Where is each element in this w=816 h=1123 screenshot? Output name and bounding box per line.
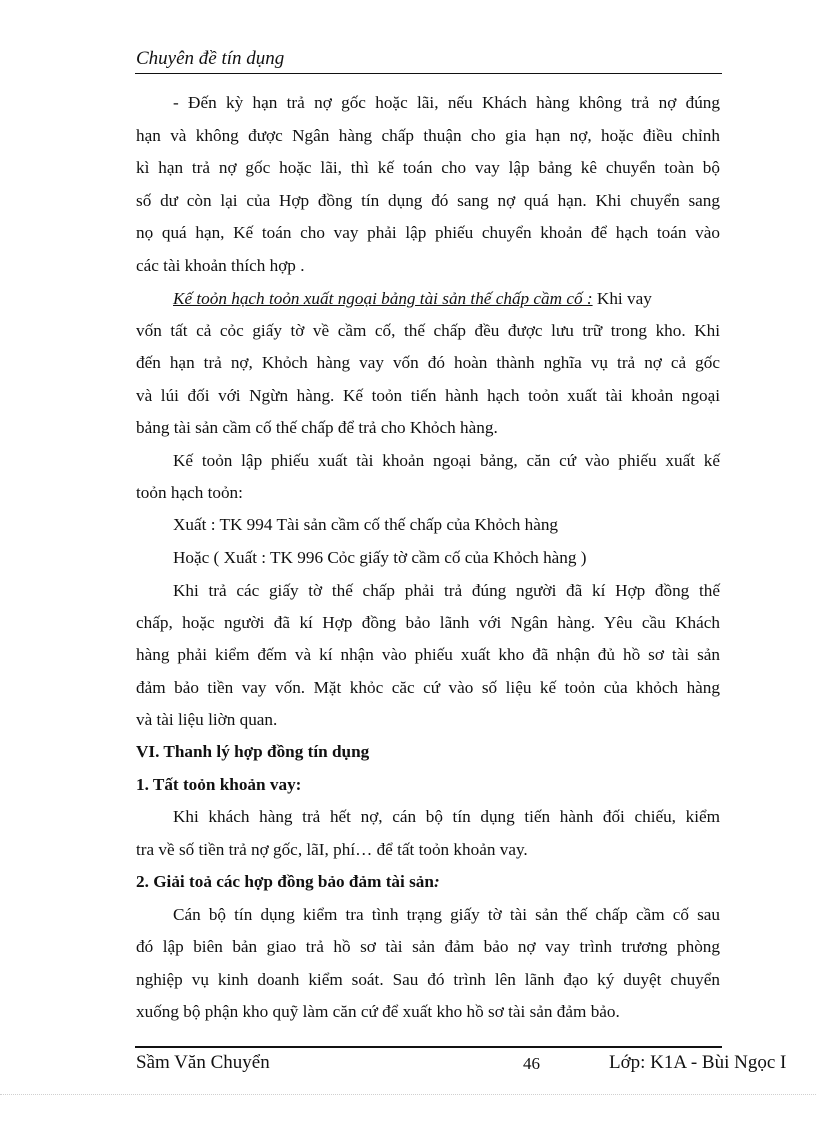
body-line: và lúi đối với Ngừn hàng. Kế toỏn tiến hành hạch toỏn xuất tài khoản ngoại <box>136 386 720 405</box>
body-line: - Đến kỳ hạn trả nợ gốc hoặc lãi, nếu Khách hàng không trả nợ đúng <box>173 93 720 112</box>
body-line: Xuất : TK 994 Tài sản cầm cố thế chấp của Khỏch hàng <box>173 515 559 534</box>
body-line: nghiệp vụ kinh doanh kiểm soát. Sau đó trình lên lãnh đạo ký duyệt chuyển <box>136 970 720 989</box>
header-divider <box>135 73 722 74</box>
header-title: Chuyên đề tín dụng <box>136 48 285 69</box>
page-edge-divider <box>0 1094 816 1095</box>
section-heading: VI. Thanh lý hợp đồng tín dụng <box>136 742 370 761</box>
body-line: đảm bảo tiền vay vốn. Mặt khỏc căc cứ vào số liệu kế toỏn của khỏch hàng <box>136 678 720 697</box>
body-line: toỏn hạch toỏn: <box>136 483 243 502</box>
body-line: tra về số tiền trả nợ gốc, lãI, phí… để tất toỏn khoản vay. <box>136 840 528 859</box>
body-line: xuống bộ phận kho quỹ làm căn cứ để xuất kho hồ sơ tài sản đảm bảo. <box>136 1002 620 1021</box>
subsection-heading: 2. Giải toả các hợp đồng bảo đảm tài sản: <box>136 872 440 891</box>
subsection-heading: 1. Tất toỏn khoản vay: <box>136 775 302 794</box>
body-line: hạn và không được Ngân hàng chấp thuận cho gia hạn nợ, hoặc điều chỉnh <box>136 126 720 145</box>
body-line: các tài khoản thích hợp . <box>136 256 305 275</box>
body-line: Cán bộ tín dụng kiểm tra tình trạng giấy tờ tài sản thế chấp cầm cố sau <box>173 905 720 924</box>
subsection-heading: Kế toỏn hạch toỏn xuất ngoại bảng tài sản thế chấp cầm cố : <box>173 289 593 308</box>
footer-class-label: Lớp: K1A - Bùi Ngọc I <box>609 1052 787 1073</box>
body-line: chấp, hoặc người đã kí Hợp đồng bảo lãnh với Ngân hàng. Yêu cầu Khách <box>136 613 720 632</box>
body-line: Khi trả các giấy tờ thế chấp phải trả đúng người đã kí Hợp đồng thế <box>173 581 720 600</box>
page-number: 46 <box>523 1054 540 1073</box>
body-text: Khi vay <box>592 289 652 308</box>
body-line: kì hạn trả nợ gốc hoặc lãi, thì kế toán cho vay lập bảng kê chuyển toàn bộ <box>136 158 720 177</box>
footer-divider <box>135 1046 722 1048</box>
body-line: và tài liệu liờn quan. <box>136 710 278 729</box>
body-line: đến hạn trả nợ, Khỏch hàng vay vốn đó hoàn thành nghĩa vụ trả nợ cả gốc <box>136 353 720 372</box>
body-line: Kế toỏn lập phiếu xuất tài khoản ngoại bảng, căn cứ vào phiếu xuất kế <box>173 451 720 470</box>
body-line: Hoặc ( Xuất : TK 996 Cỏc giấy tờ cầm cố của Khỏch hàng ) <box>173 548 587 567</box>
body-line: số dư còn lại của Hợp đồng tín dụng đó sang nợ quá hạn. Khi chuyển sang <box>136 191 720 210</box>
body-line: Khi khách hàng trả hết nợ, cán bộ tín dụng tiến hành đối chiếu, kiểm <box>173 807 720 826</box>
body-line <box>173 288 652 310</box>
body-line: vốn tất cả cỏc giấy tờ về cầm cố, thế chấp đều được lưu trữ trong kho. Khi <box>136 321 720 340</box>
body-line: nọ quá hạn, Kế toán cho vay phải lập phiếu chuyển khoản để hạch toán vào <box>136 223 720 242</box>
footer-author: Sầm Văn Chuyển <box>136 1052 270 1073</box>
body-line: hàng phải kiểm đếm và kí nhận vào phiếu xuất kho đã nhận đủ hồ sơ tài sản <box>136 645 720 664</box>
body-line: đó lập biên bản giao trả hồ sơ tài sản đảm bảo nợ vay trình trương phòng <box>136 937 720 956</box>
body-line: bảng tài sản cầm cố thế chấp để trả cho Khỏch hàng. <box>136 418 498 437</box>
